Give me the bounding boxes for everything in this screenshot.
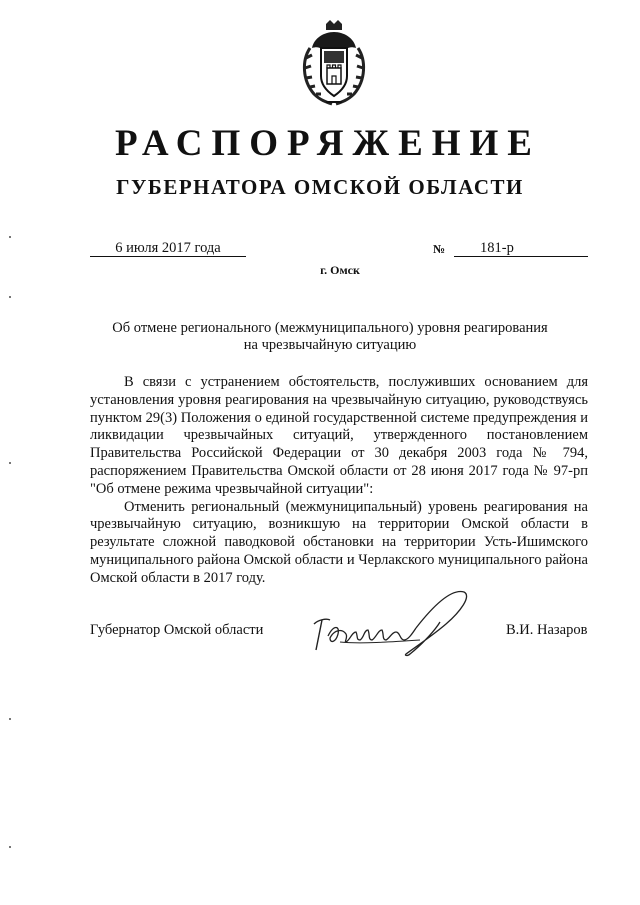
- document-heading: [100, 320, 560, 354]
- signatory-position: Губернатор Омской области: [90, 622, 264, 638]
- heading-line: Об отмене регионального (межмуниципального) уровня реагирования: [112, 320, 548, 336]
- document-subtitle: ГУБЕРНАТОРА ОМСКОЙ ОБЛАСТИ: [116, 175, 524, 199]
- heading-line: на чрезвычайную ситуацию: [243, 337, 417, 353]
- document-title: РАСПОРЯЖЕНИЕ: [114, 123, 541, 164]
- document-body: [90, 374, 588, 588]
- document-number: 181-р: [480, 240, 514, 256]
- scan-artifact: [9, 718, 11, 720]
- scan-artifact: [9, 296, 11, 298]
- number-label: №: [433, 242, 446, 256]
- scan-artifact: [9, 462, 11, 464]
- coat-of-arms-icon: [296, 18, 372, 108]
- document-date: 6 июля 2017 года: [90, 240, 246, 257]
- body-paragraph: В связи с устранением обстоятельств, послуживших основанием для установления уровня реагирования на чрезвычайную ситуацию, руководствуясь пунктом 29(3) Положения о единой государственной системе предупреждения и ликвидации чрезвычайных ситуаций, утвержденного постановлением Правительства Российской Федерации от 30 декабря 2003 года № 794, распоряжением Правительства Омской области от 28 июня 2017 года № 97-рп "Об отмене режима чрезвычайной ситуации":: [90, 374, 588, 497]
- scan-artifact: [9, 236, 11, 238]
- document-number-field: [454, 240, 588, 257]
- body-paragraph: Отменить региональный (межмуниципальный) уровень реагирования на чрезвычайную ситуацию, возникшую на территории Омской области в результате сложной паводковой обстановки на территории Усть-Ишимского муниципального района Омской области и Черлакского муниципального района Омской области в 2017 году.: [90, 498, 588, 586]
- scan-artifact: [9, 846, 11, 848]
- signature-icon: [300, 584, 476, 658]
- signatory-name: В.И. Назаров: [506, 622, 588, 638]
- document-city: г. Омск: [320, 263, 360, 277]
